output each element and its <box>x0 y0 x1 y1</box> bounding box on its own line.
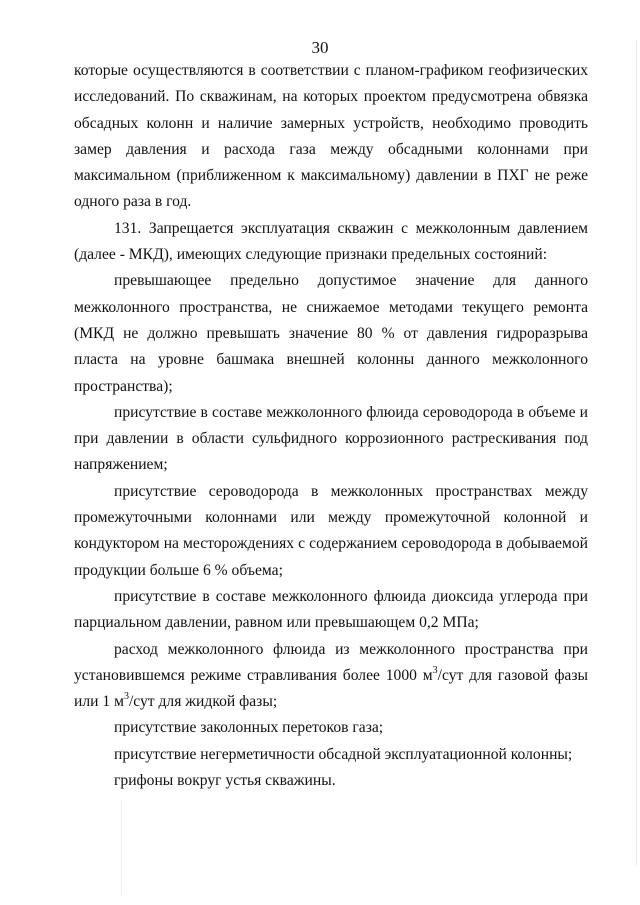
list-item-fluid-flow-rate <box>74 637 588 716</box>
flow-rate-text-end: /сут для жидкой фазы; <box>128 693 278 711</box>
scan-edge-line <box>636 40 637 865</box>
scan-artifact-line <box>121 800 122 895</box>
list-item-carbon-dioxide: присутствие в составе межколонного флюида диоксида углерода при парциальном давлении, равном или превышающем 0,2 МПа; <box>74 587 588 632</box>
document-body <box>74 58 588 794</box>
page-number: 30 <box>311 38 329 57</box>
paragraph-continuation: которые осуществляются в соответствии с планом-графиком геофизических исследований. По скважинам, на которых проектом предусмотрена обвязка обсадных колонн и наличие замерных устройств, необходимо проводить замер давления и расхода газа между обсадными колоннами при максимальном (приближенном к максимальному) давлении в ПХГ не реже одного раза в год. <box>74 62 588 211</box>
list-item-wellhead-griffins: грифоны вокруг устья скважины. <box>114 772 336 790</box>
list-item-casing-leakage: присутствие негерметичности обсадной эксплуатационной колонны; <box>114 745 573 763</box>
list-item-excess-pressure: превышающее предельно допустимое значение для данного межколонного пространства, не снижаемое методами текущего ремонта (МКД не должно превышать значение 80 % от давления гидроразрыва пласта на уровне башмака внешней колонны данного межколонного пространства); <box>74 272 588 395</box>
list-item-hydrogen-sulfide-spaces: присутствие сероводорода в межколонных пространствах между промежуточными колоннами или между промежуточной колонной и кондуктором на месторождениях с содержанием сероводорода в добываемой продукции больше 6 % объема; <box>74 482 588 579</box>
cubic-superscript: 3 <box>432 664 438 676</box>
flow-rate-text-start: расход межколонного флюида из межколонного пространства при установившемся режиме стравливания более 1000 м <box>74 640 588 684</box>
flow-rate-text-middle: /сут для газовой фазы или 1 м <box>74 666 588 711</box>
list-item-annular-gas-flow: присутствие заколонных перетоков газа; <box>114 719 384 737</box>
paragraph-clause-131: 131. Запрещается эксплуатация скважин с межколонным давлением (далее - МКД), имеющих следующие признаки предельных состояний: <box>74 219 588 264</box>
cubic-superscript: 3 <box>123 690 129 702</box>
list-item-hydrogen-sulfide-fluid: присутствие в составе межколонного флюида сероводорода в объеме и при давлении в области сульфидного коррозионного растрескивания под напряжением; <box>74 403 588 474</box>
